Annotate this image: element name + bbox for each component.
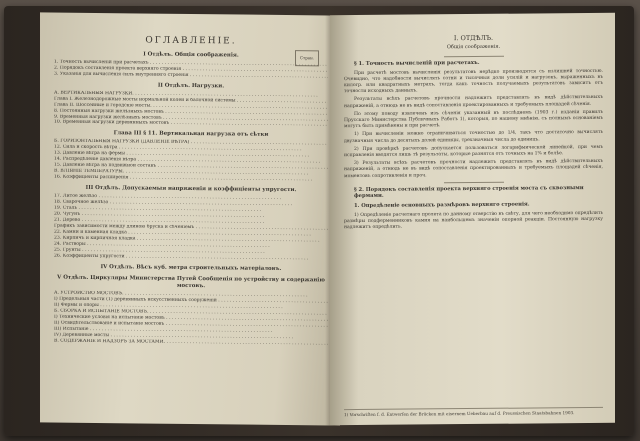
toc-row-text: Б. ГОРИЗОНТАЛЬНЫЯ НАГРУЗКИ (ДАВЛЕНІЕ ВѢТРА) . . . bbox=[54, 139, 328, 148]
toc-row-text: 22. Камни и каменная кладка . . . bbox=[54, 230, 328, 239]
toc-row-text: 12. Сила и скорость вѣтра . . . bbox=[54, 145, 328, 154]
toc-title: ОГЛАВЛЕНІЕ. bbox=[145, 35, 237, 47]
section-heading: § 2. Порядокъ составленія проекта верхняго строенія моста съ сквозными фермами. bbox=[354, 184, 584, 200]
toc-row-text: I) Предельныя части (1) деревянныхъ искусственныхъ сооруженій . . . bbox=[54, 296, 328, 305]
toc-row-text: 18. Сварочное желѣзо . . . bbox=[54, 200, 328, 209]
toc-row-text: Глава II. Шоссейные и городскіе мосты. . . . bbox=[54, 102, 328, 111]
toc-row-text: 19. Сталь . . . bbox=[54, 206, 328, 215]
left-page bbox=[40, 12, 340, 425]
part-heading: I. ОТДѢЛЪ. bbox=[453, 33, 494, 43]
subsection-heading: 1. Опредѣленіе основныхъ размѣровъ верхняго строенія. bbox=[354, 201, 530, 210]
toc-row-text: 21. Дерево . . . bbox=[54, 218, 328, 227]
paragraph: 1) При вычисленіи можно ограничиваться точностью до 1/4, такъ что достаточно вычислять двузначныя числа до десятыхъ долей единицы, трехзначныя числа до единицъ. bbox=[344, 130, 603, 144]
page-column-label: Стран. bbox=[295, 50, 319, 66]
toc-row-text: 16. Коэффиціенты расширенія . . . bbox=[54, 175, 328, 184]
toc-row-text: II) Освидѣтельствованіе и испытаніе мостовъ . . . bbox=[54, 320, 328, 329]
toc-row-text: 14. Распредѣленіе давленія вѣтра . . . bbox=[54, 157, 328, 166]
toc-row-text: III) Испытаніе . . . bbox=[54, 326, 328, 335]
right-page bbox=[330, 13, 615, 425]
toc-section-heading: Глава III § 11. Вертикальная нагрузка отъ сѣтки bbox=[113, 130, 269, 139]
paragraph: 2) При провѣркѣ расчетовъ допускается пользоваться логарифмической линейкой, при чемъ исправленія вводятся лишь тѣ результаты, которые разнятся отъ точныхъ на 1% и болѣе. bbox=[344, 144, 603, 159]
toc-row-text: 15. Давленіе вѣтра на подвижной составъ . . . bbox=[54, 163, 328, 172]
toc-row-text: 25. Грунты . . . bbox=[54, 248, 328, 257]
toc-row-text: 3. Указанія для вычисленія силъ внутренняго строенія . . . bbox=[54, 71, 328, 80]
divider bbox=[444, 56, 504, 58]
toc-row-text: В. СОДЕРЖАНІЕ И НАДЗОРЪ ЗА МОСТАМИ. . . . bbox=[54, 338, 328, 347]
paragraph: Результаты всѣхъ расчетовъ прочности надлежитъ представлять въ видѣ дѣйствительныхъ напряженій, а отнюдь не въ видѣ сопоставленія проектированныхъ и требуемыхъ площадей сѣченія. bbox=[344, 95, 603, 109]
toc-row-text: 20. Чугунъ . . . bbox=[54, 212, 328, 221]
toc-row-text: 8. Постоянныя нагрузки желѣзныхъ мостовъ . . . bbox=[54, 108, 328, 117]
toc-row-text: А. ВЕРТИКАЛЬНЫЯ НАГРУЗКИ. . . . bbox=[54, 90, 328, 99]
toc-row-text: Графикъ зависимости между длиною бруска и сѣченіемъ . . . bbox=[54, 224, 328, 233]
paragraphs bbox=[344, 69, 603, 180]
paragraph: По этому поводу извлеченъ изъ сѣченія указанный въ послѣднемъ (1903 г.) изданіи правилъ Прусскаго Министерства Публичныхъ Работъ 1), которыя, по нашему мнѣнію, съ полнымъ основаніемъ могутъ быть примѣнены и при расчетѣ. bbox=[344, 109, 603, 130]
toc-row-text: 24. Растворы . . . bbox=[54, 242, 328, 251]
toc-row-text: 23. Кирпичъ и кирпичная кладка . . . bbox=[54, 236, 328, 245]
paragraph: 3) Результаты всѣхъ расчетовъ прочности надлежитъ представлять въ видѣ дѣйствительныхъ напряженій, а отнюдь не въ видѣ сопоставленія проектированныхъ и требуемыхъ площадей сѣченія, моментовъ сопротивленія и проч. bbox=[344, 158, 603, 179]
toc-section-heading: IV Отдѣлъ. Вѣсъ куб. метра строительныхъ матеріаловъ. bbox=[100, 263, 282, 272]
toc-section-heading: V Отдѣлъ. Циркуляры Министерства Путей Сообщенія по устройству и содержанію мостовъ. bbox=[57, 274, 325, 290]
paragraph: 1) Опредѣленіе расчетнаго пролета по данному отверстію въ свѣту, для чего необходимо опредѣлить размѣры подферменниковъ камня на наибольшемъ значеніи опорной реакціи. Постоянную нагрузку надлежитъ опредѣлить. bbox=[344, 210, 603, 231]
section-heading: § 1. Точность вычисленій при расчетахъ. bbox=[354, 59, 480, 67]
toc-row-text: 2. Порядокъ составленія проекта верхняго строенія . . . bbox=[54, 65, 328, 74]
table-of-contents bbox=[54, 29, 328, 348]
toc-row-text: I) Технические условія на испытаніе мостовъ . . . bbox=[54, 314, 328, 323]
toc-row-text: Б. СБОРКА И ИСПЫТАНІЕ МОСТОВЪ. . . . bbox=[54, 308, 328, 317]
chapter-text bbox=[344, 29, 603, 234]
toc-row-text: А. УСТРОЙСТВО МОСТОВЪ. . . . bbox=[54, 291, 328, 300]
toc-row-text: 9. Временныя нагрузки желѣзныхъ мостовъ . . . bbox=[54, 114, 328, 123]
toc-section-heading: II Отдѣлъ. Нагрузки. bbox=[157, 82, 225, 89]
toc-row-text: II) Фермы и опоры . . . bbox=[54, 302, 328, 311]
toc-row-text: 13. Давленіе вѣтра на фермы . . . bbox=[54, 151, 328, 160]
toc-row-text: 17. Литое желѣзо . . . bbox=[54, 194, 328, 203]
toc-row-text: 26. Коэффиціенты упругости . . . bbox=[54, 254, 328, 263]
toc-row-text: 1. Точность вычисленій при расчетахъ . . . bbox=[54, 59, 328, 68]
toc-row-text: В. ВЛІЯНІЕ ТЕМПЕРАТУРЫ. . . . bbox=[54, 169, 328, 178]
toc-row-text: IV) Деревянные мосты . . . bbox=[54, 332, 328, 341]
footnote: 1) Vorschriften f. d. Entwerfen der Brücken mit eisernem Ueberbau auf d. Preussischen Staatsbahnen 1903. bbox=[344, 407, 603, 417]
part-subheading: Общія соображенія. bbox=[446, 44, 501, 51]
paragraph: При расчетѣ мостовъ вычисленія результатовъ нерѣдко производятся съ излишней точностью. Очевидно, что надобности вычислять сотни и тысячныя доли усилій и нагрузокъ, выраженныхъ въ килогр. или квадратныхъ метрахъ, тогда какъ точность получаемыхъ результатовъ зависитъ отъ точности исходныхъ данныхъ. bbox=[344, 68, 603, 95]
divider bbox=[444, 181, 504, 183]
toc-row-text: 10. Временныя нагрузки деревянныхъ мостовъ . . . bbox=[54, 120, 328, 129]
toc-section-heading: III Отдѣлъ. Допускаемыя напряженія и коэффиціенты упругости. bbox=[85, 185, 297, 194]
toc-section-heading: I Отдѣлъ. Общія соображенія. bbox=[143, 51, 239, 59]
toc-row-text: Глава I. Железнодорожные мосты нормальной колеи и балочной системы . . . bbox=[54, 96, 328, 105]
